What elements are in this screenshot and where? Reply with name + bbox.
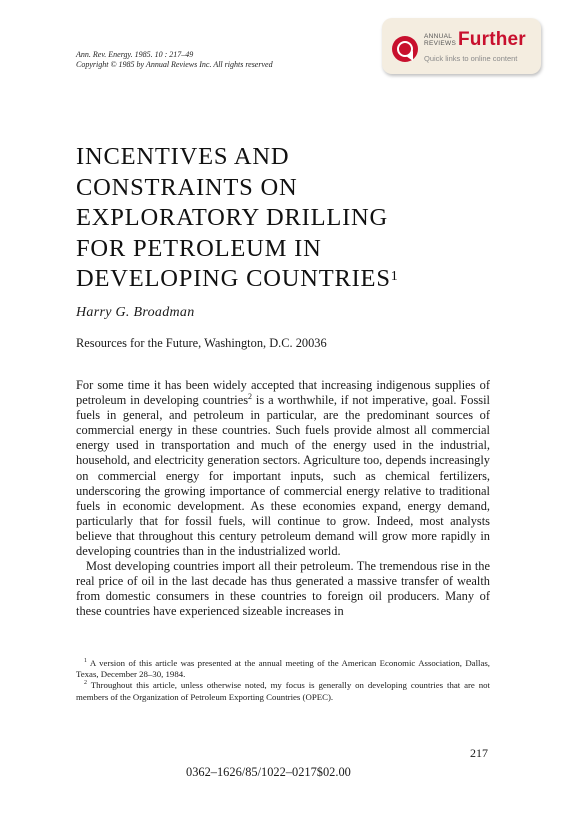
- further-brand: Further: [458, 29, 526, 50]
- body-paragraph-2: Most developing countries import all their petroleum. The tremendous rise in the real price of oil in the last decade has thus generated a massive transfer of wealth from domestic consumers in these countries to foreign oil producers. Many of these countries have experienced sizeable increases in: [76, 559, 490, 619]
- title-line: INCENTIVES AND: [76, 143, 290, 170]
- title-footnote-mark[interactable]: 1: [390, 269, 399, 284]
- annual-reviews-label: [424, 33, 456, 47]
- title-line-last: [76, 264, 399, 295]
- page-number: 217: [470, 746, 488, 760]
- author-affiliation: Resources for the Future, Washington, D.C. 20036: [76, 336, 327, 350]
- article-body: [76, 378, 490, 620]
- footnote-mark: 1: [84, 658, 87, 665]
- paragraph-text: is a worthwhile, if not imperative, goal. Fossil fuels in general, and petroleum in particular, are the predominant sources of commercial energy in these countries. Such fuels provide almost all commercial energy used in transportation and much of the energy used in the industrial, household, and electricity generation sectors. Agriculture too, depends increasingly on commercial energy for important inputs, such as chemical fertilizers, underscoring the growing importance of commercial energy relative to traditional fuels in economic development. As these economies expand, energy demand, particularly that for fossil fuels, will continue to grow. Indeed, most analysts believe that throughout this century petroleum demand will grow more rapidly in developing countries than in the industrialized world.: [76, 393, 490, 559]
- footnote-text: Throughout this article, unless otherwise noted, my focus is generally on developing countries that are not members of the Organization of Petroleum Exporting Countries (OPEC).: [76, 680, 490, 702]
- body-paragraph-1: [76, 378, 490, 559]
- journal-citation: [76, 50, 273, 70]
- footnote-text: A version of this article was presented at the annual meeting of the American Economic Association, Dallas, Texas, December 28–30, 1984.: [76, 658, 490, 680]
- annual-label: ANNUAL: [424, 33, 453, 40]
- title-line: EXPLORATORY DRILLING: [76, 204, 389, 231]
- article-title: [76, 142, 399, 295]
- reviews-label: REVIEWS: [424, 40, 457, 47]
- footnote-1: [76, 658, 490, 680]
- title-line: FOR PETROLEUM IN: [76, 234, 322, 262]
- play-back-icon-ring: [397, 41, 413, 57]
- play-back-icon: [392, 36, 418, 62]
- author-name: Harry G. Broadman: [76, 305, 195, 320]
- footnote-mark: 2: [84, 680, 87, 687]
- article-code: 0362–1626/85/1022–0217$02.00: [186, 765, 351, 779]
- journal-line: Ann. Rev. Energy. 1985. 10 : 217–49: [76, 50, 194, 59]
- footnotes: [76, 658, 490, 703]
- footnote-2: [76, 680, 490, 702]
- further-banner-box[interactable]: [382, 18, 541, 74]
- paragraph-text: For some time it has been widely accepted that increasing indigenous supplies of petroleum in developing countries: [76, 378, 490, 408]
- play-back-icon-arrow: [406, 51, 413, 61]
- further-banner[interactable]: [378, 14, 541, 74]
- title-line: CONSTRAINTS ON: [76, 173, 298, 201]
- title-line: DEVELOPING COUNTRIES: [76, 265, 391, 292]
- footnote-ref-2[interactable]: 2: [248, 391, 253, 401]
- copyright-line: Copyright © 1985 by Annual Reviews Inc. All rights reserved: [76, 60, 273, 69]
- further-subtitle: Quick links to online content: [424, 54, 518, 63]
